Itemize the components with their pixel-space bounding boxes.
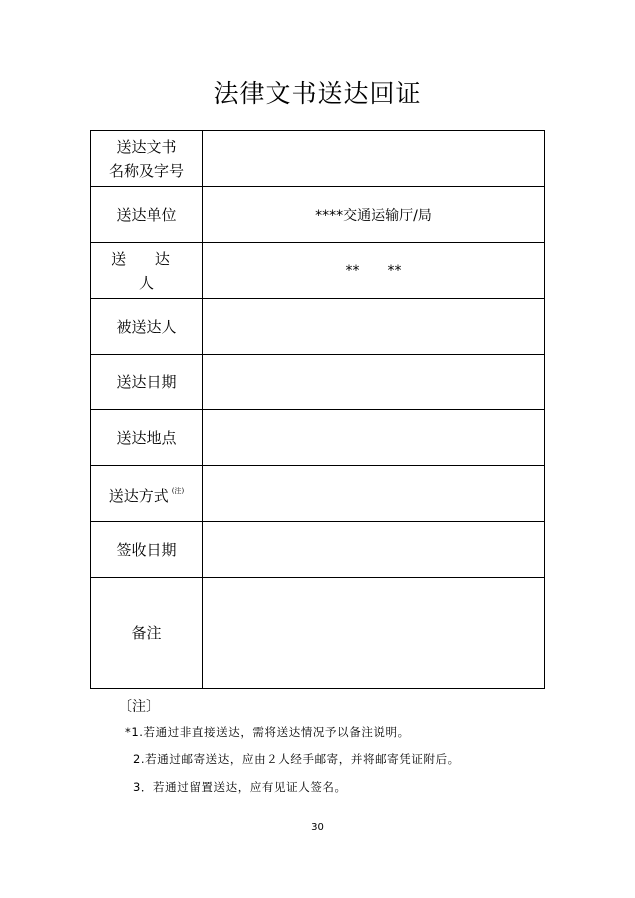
row-document-name — [91, 131, 545, 187]
value-recipient[interactable] — [203, 299, 545, 355]
value-service-method[interactable] — [203, 466, 545, 522]
note-item-3: 3．若通过留置送达，应有见证人签名。 — [133, 780, 347, 794]
document-title: 法律文书送达回证 — [213, 79, 422, 108]
label-service-method-text: 送达方式 — [108, 487, 169, 505]
service-receipt-table — [90, 130, 545, 689]
value-document-name[interactable] — [203, 131, 545, 187]
value-service-location[interactable] — [203, 410, 545, 466]
row-sign-date — [91, 522, 545, 578]
label-recipient: 被送达人 — [91, 299, 203, 355]
row-server — [91, 243, 545, 299]
value-server-b: ** — [387, 262, 402, 279]
row-recipient — [91, 299, 545, 355]
value-server[interactable] — [203, 243, 545, 299]
label-server — [91, 243, 203, 299]
label-server-text: 送 达 人 — [111, 249, 182, 292]
value-sign-date[interactable] — [203, 522, 545, 578]
note-item-2: 2.若通过邮寄送达，应由２人经手邮寄，并将邮寄凭证附后。 — [133, 752, 460, 766]
label-service-date: 送达日期 — [91, 355, 203, 410]
value-remarks[interactable] — [203, 578, 545, 689]
label-service-location: 送达地点 — [91, 410, 203, 466]
label-document-name-line2: 名称及字号 — [108, 161, 184, 180]
row-service-method — [91, 466, 545, 522]
row-service-location — [91, 410, 545, 466]
row-remarks — [91, 578, 545, 689]
notes-heading: 〔注〕 — [118, 699, 160, 715]
note-item-1: *1.若通过非直接送达，需将送达情况予以备注说明。 — [125, 725, 410, 739]
label-service-method — [91, 466, 203, 522]
label-sign-date: 签收日期 — [91, 522, 203, 578]
row-service-date — [91, 355, 545, 410]
row-serving-unit — [91, 187, 545, 243]
label-remarks: 备注 — [91, 578, 203, 689]
page-number: 30 — [311, 822, 324, 833]
label-service-method-note: (注) — [171, 487, 185, 495]
value-serving-unit[interactable]: ****交通运输厅/局 — [203, 187, 545, 243]
label-document-name — [91, 131, 203, 187]
label-document-name-line1: 送达文书 — [116, 137, 177, 156]
value-service-date[interactable] — [203, 355, 545, 410]
value-server-a: ** — [345, 262, 360, 279]
label-serving-unit: 送达单位 — [91, 187, 203, 243]
